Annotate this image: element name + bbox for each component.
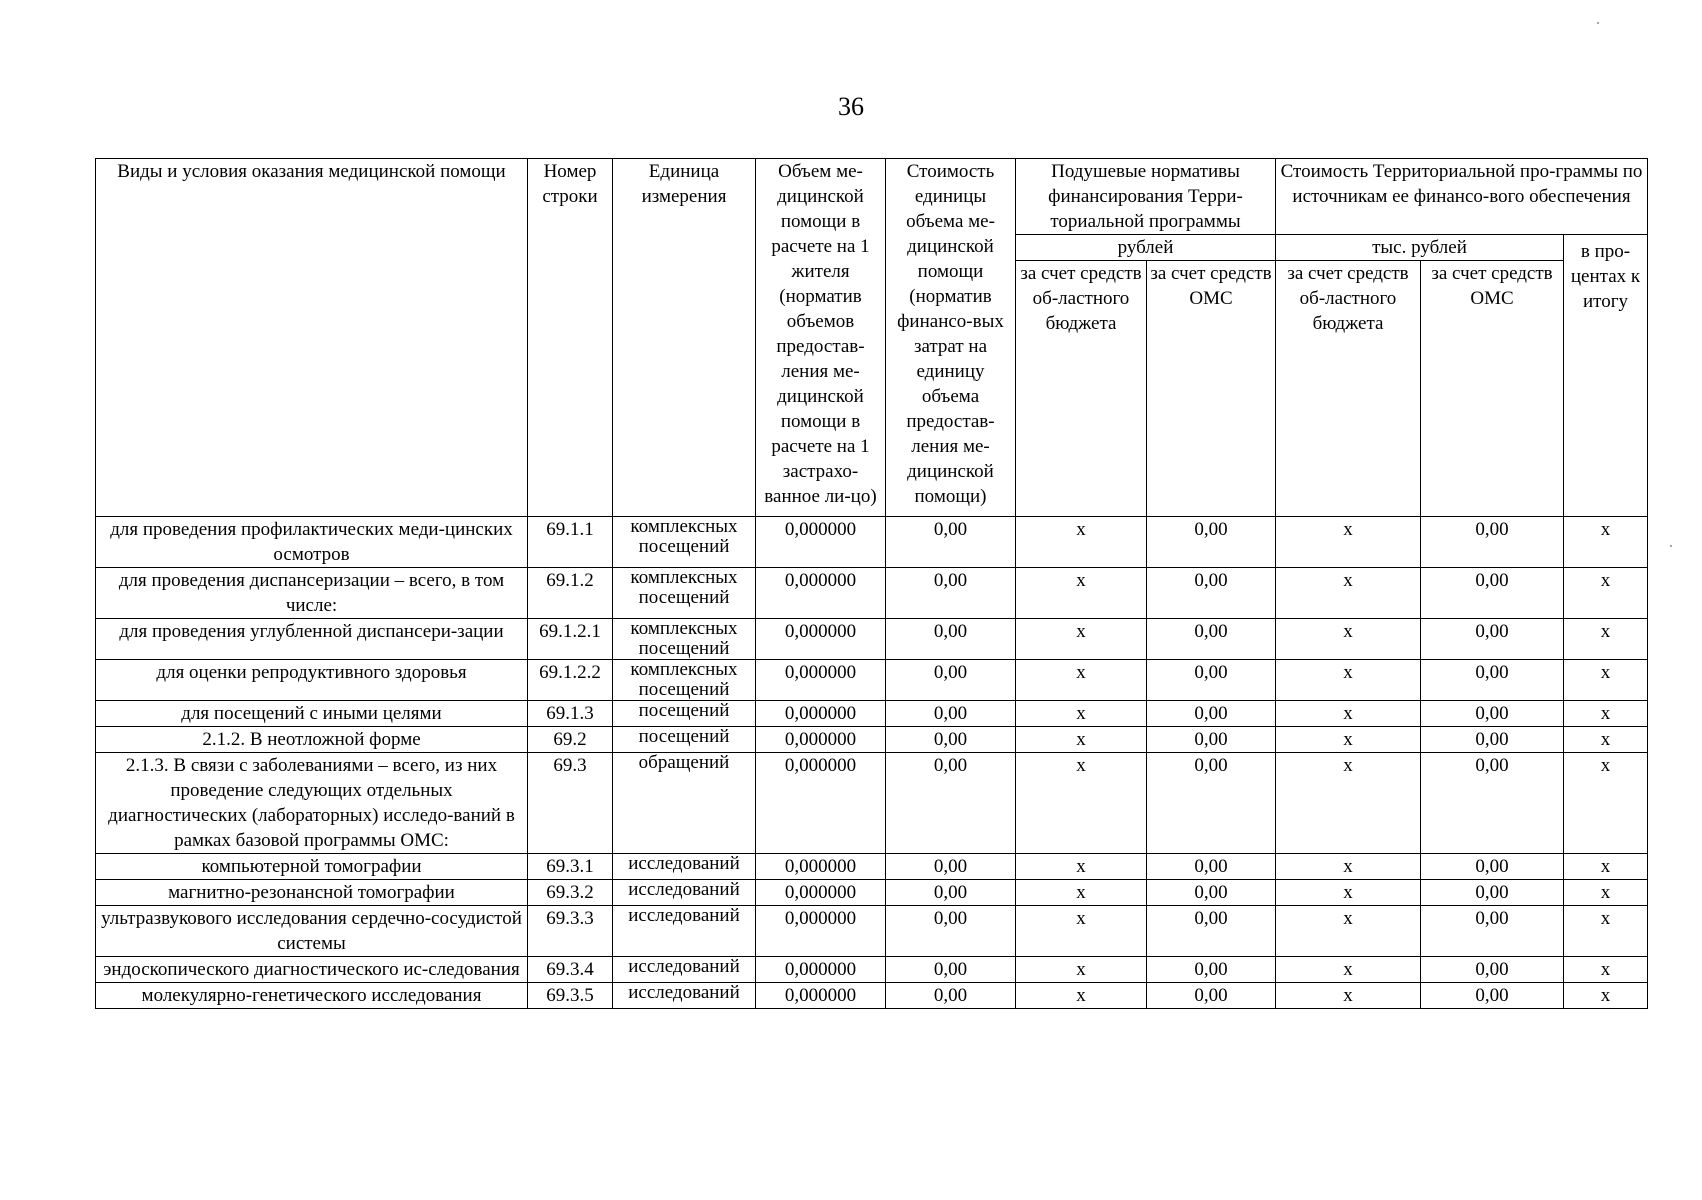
table-row <box>96 983 1648 1009</box>
row-percent: х <box>1564 619 1648 660</box>
row-percent: х <box>1564 983 1648 1009</box>
row-percent: х <box>1564 880 1648 906</box>
row-name: компьютерной томографии <box>96 854 528 880</box>
row-per-capita-budget: х <box>1016 517 1147 568</box>
row-number: 69.2 <box>528 727 613 753</box>
row-per-capita-oms: 0,00 <box>1147 619 1276 660</box>
row-number: 69.3.1 <box>528 854 613 880</box>
row-number: 69.3.2 <box>528 880 613 906</box>
row-cost: 0,00 <box>886 854 1016 880</box>
row-unit: исследований <box>613 906 756 957</box>
row-volume: 0,000000 <box>756 880 886 906</box>
row-volume: 0,000000 <box>756 906 886 957</box>
header-percent: в про-центах к итогу <box>1564 235 1648 517</box>
row-unit: комплексных посещений <box>613 660 756 701</box>
row-per-capita-budget: х <box>1016 568 1147 619</box>
row-program-budget: х <box>1276 660 1421 701</box>
row-per-capita-oms: 0,00 <box>1147 906 1276 957</box>
row-cost: 0,00 <box>886 619 1016 660</box>
row-name: магнитно-резонансной томографии <box>96 880 528 906</box>
row-volume: 0,000000 <box>756 753 886 854</box>
page-number: 36 <box>838 92 864 121</box>
row-cost: 0,00 <box>886 880 1016 906</box>
row-program-oms: 0,00 <box>1421 727 1564 753</box>
header-program-cost: Стоимость Территориальной про-граммы по источникам ее финансо-вого обеспечения <box>1276 159 1648 235</box>
row-number: 69.3.5 <box>528 983 613 1009</box>
row-number: 69.1.3 <box>528 701 613 727</box>
row-number: 69.1.2.2 <box>528 660 613 701</box>
row-volume: 0,000000 <box>756 701 886 727</box>
row-program-oms: 0,00 <box>1421 753 1564 854</box>
table-row <box>96 854 1648 880</box>
row-cost: 0,00 <box>886 727 1016 753</box>
row-cost: 0,00 <box>886 957 1016 983</box>
table-row <box>96 957 1648 983</box>
row-volume: 0,000000 <box>756 517 886 568</box>
table-row <box>96 517 1648 568</box>
table-row <box>96 660 1648 701</box>
row-percent: х <box>1564 660 1648 701</box>
header-row-number: Номер строки <box>528 159 613 517</box>
row-unit: посещений <box>613 701 756 727</box>
row-program-oms: 0,00 <box>1421 701 1564 727</box>
row-number: 69.3.4 <box>528 957 613 983</box>
row-per-capita-oms: 0,00 <box>1147 727 1276 753</box>
row-percent: х <box>1564 517 1648 568</box>
row-per-capita-budget: х <box>1016 701 1147 727</box>
table-row <box>96 727 1648 753</box>
row-per-capita-oms: 0,00 <box>1147 753 1276 854</box>
row-percent: х <box>1564 753 1648 854</box>
financing-table <box>95 158 1648 1009</box>
row-cost: 0,00 <box>886 568 1016 619</box>
row-program-budget: х <box>1276 753 1421 854</box>
row-name: 2.1.3. В связи с заболеваниями – всего, из них проведение следующих отдельных диагностических (лабораторных) исследо-ваний в рамках базовой программы ОМС: <box>96 753 528 854</box>
row-per-capita-budget: х <box>1016 957 1147 983</box>
row-name: 2.1.2. В неотложной форме <box>96 727 528 753</box>
row-volume: 0,000000 <box>756 727 886 753</box>
header-oms-1: за счет средств ОМС <box>1147 261 1276 517</box>
row-name: ультразвукового исследования сердечно-сосудистой системы <box>96 906 528 957</box>
row-per-capita-budget: х <box>1016 880 1147 906</box>
row-name: для проведения профилактических меди-цинских осмотров <box>96 517 528 568</box>
row-volume: 0,000000 <box>756 957 886 983</box>
header-rubles: рублей <box>1016 235 1276 261</box>
row-per-capita-budget: х <box>1016 727 1147 753</box>
row-per-capita-oms: 0,00 <box>1147 568 1276 619</box>
row-unit: комплексных посещений <box>613 517 756 568</box>
row-name: для посещений с иными целями <box>96 701 528 727</box>
row-name: эндоскопического диагностического ис-следования <box>96 957 528 983</box>
row-program-oms: 0,00 <box>1421 517 1564 568</box>
row-per-capita-oms: 0,00 <box>1147 660 1276 701</box>
row-volume: 0,000000 <box>756 983 886 1009</box>
row-volume: 0,000000 <box>756 660 886 701</box>
row-per-capita-oms: 0,00 <box>1147 880 1276 906</box>
row-program-budget: х <box>1276 906 1421 957</box>
row-program-budget: х <box>1276 727 1421 753</box>
row-number: 69.1.2.1 <box>528 619 613 660</box>
row-volume: 0,000000 <box>756 568 886 619</box>
row-number: 69.3 <box>528 753 613 854</box>
row-cost: 0,00 <box>886 983 1016 1009</box>
table-row <box>96 906 1648 957</box>
table-row <box>96 701 1648 727</box>
row-program-budget: х <box>1276 517 1421 568</box>
row-program-budget: х <box>1276 880 1421 906</box>
row-percent: х <box>1564 727 1648 753</box>
row-program-oms: 0,00 <box>1421 880 1564 906</box>
row-percent: х <box>1564 568 1648 619</box>
row-program-oms: 0,00 <box>1421 619 1564 660</box>
header-type: Виды и условия оказания медицинской помощи <box>96 159 528 517</box>
row-cost: 0,00 <box>886 517 1016 568</box>
table-row <box>96 568 1648 619</box>
row-per-capita-oms: 0,00 <box>1147 701 1276 727</box>
scan-speck <box>1597 22 1599 24</box>
row-per-capita-budget: х <box>1016 619 1147 660</box>
row-unit: исследований <box>613 880 756 906</box>
row-unit: комплексных посещений <box>613 568 756 619</box>
row-per-capita-budget: х <box>1016 660 1147 701</box>
row-per-capita-budget: х <box>1016 906 1147 957</box>
row-percent: х <box>1564 854 1648 880</box>
table-row <box>96 619 1648 660</box>
row-per-capita-oms: 0,00 <box>1147 517 1276 568</box>
row-program-budget: х <box>1276 957 1421 983</box>
row-program-budget: х <box>1276 983 1421 1009</box>
row-volume: 0,000000 <box>756 854 886 880</box>
row-cost: 0,00 <box>886 660 1016 701</box>
header-row-1 <box>96 159 1648 235</box>
row-unit: комплексных посещений <box>613 619 756 660</box>
row-per-capita-budget: х <box>1016 753 1147 854</box>
scan-speck <box>1670 545 1672 547</box>
row-unit: исследований <box>613 854 756 880</box>
table-row <box>96 880 1648 906</box>
header-unit: Единица измерения <box>613 159 756 517</box>
header-volume: Объем ме-дицинской помощи в расчете на 1 жителя (норматив объемов предостав-ления ме-дицинской помощи в расчете на 1 застрахо-ванное ли-цо) <box>756 159 886 517</box>
row-program-oms: 0,00 <box>1421 660 1564 701</box>
row-number: 69.1.1 <box>528 517 613 568</box>
row-per-capita-budget: х <box>1016 983 1147 1009</box>
header-regional-budget-2: за счет средств об-ластного бюджета <box>1276 261 1421 517</box>
row-program-budget: х <box>1276 854 1421 880</box>
row-program-oms: 0,00 <box>1421 568 1564 619</box>
row-volume: 0,000000 <box>756 619 886 660</box>
row-per-capita-oms: 0,00 <box>1147 983 1276 1009</box>
row-name: молекулярно-генетического исследования <box>96 983 528 1009</box>
header-per-capita: Подушевые нормативы финансирования Терри-ториальной программы <box>1016 159 1276 235</box>
row-program-budget: х <box>1276 619 1421 660</box>
row-name: для проведения углубленной диспансери-зации <box>96 619 528 660</box>
row-per-capita-budget: х <box>1016 854 1147 880</box>
row-unit: исследований <box>613 957 756 983</box>
row-program-oms: 0,00 <box>1421 906 1564 957</box>
header-thousand-rubles: тыс. рублей <box>1276 235 1564 261</box>
row-name: для проведения диспансеризации – всего, в том числе: <box>96 568 528 619</box>
header-regional-budget-1: за счет средств об-ластного бюджета <box>1016 261 1147 517</box>
row-unit: посещений <box>613 727 756 753</box>
row-per-capita-oms: 0,00 <box>1147 854 1276 880</box>
row-program-budget: х <box>1276 568 1421 619</box>
row-number: 69.3.3 <box>528 906 613 957</box>
row-unit: исследований <box>613 983 756 1009</box>
table-row <box>96 753 1648 854</box>
row-program-oms: 0,00 <box>1421 854 1564 880</box>
row-unit: обращений <box>613 753 756 854</box>
row-percent: х <box>1564 906 1648 957</box>
row-number: 69.1.2 <box>528 568 613 619</box>
row-cost: 0,00 <box>886 906 1016 957</box>
row-percent: х <box>1564 957 1648 983</box>
row-percent: х <box>1564 701 1648 727</box>
row-program-oms: 0,00 <box>1421 957 1564 983</box>
row-cost: 0,00 <box>886 753 1016 854</box>
row-name: для оценки репродуктивного здоровья <box>96 660 528 701</box>
header-cost: Стоимость единицы объема ме-дицинской помощи (норматив финансо-вых затрат на единицу объема предостав-ления ме-дицинской помощи) <box>886 159 1016 517</box>
row-per-capita-oms: 0,00 <box>1147 957 1276 983</box>
row-cost: 0,00 <box>886 701 1016 727</box>
row-program-budget: х <box>1276 701 1421 727</box>
header-oms-2: за счет средств ОМС <box>1421 261 1564 517</box>
row-program-oms: 0,00 <box>1421 983 1564 1009</box>
